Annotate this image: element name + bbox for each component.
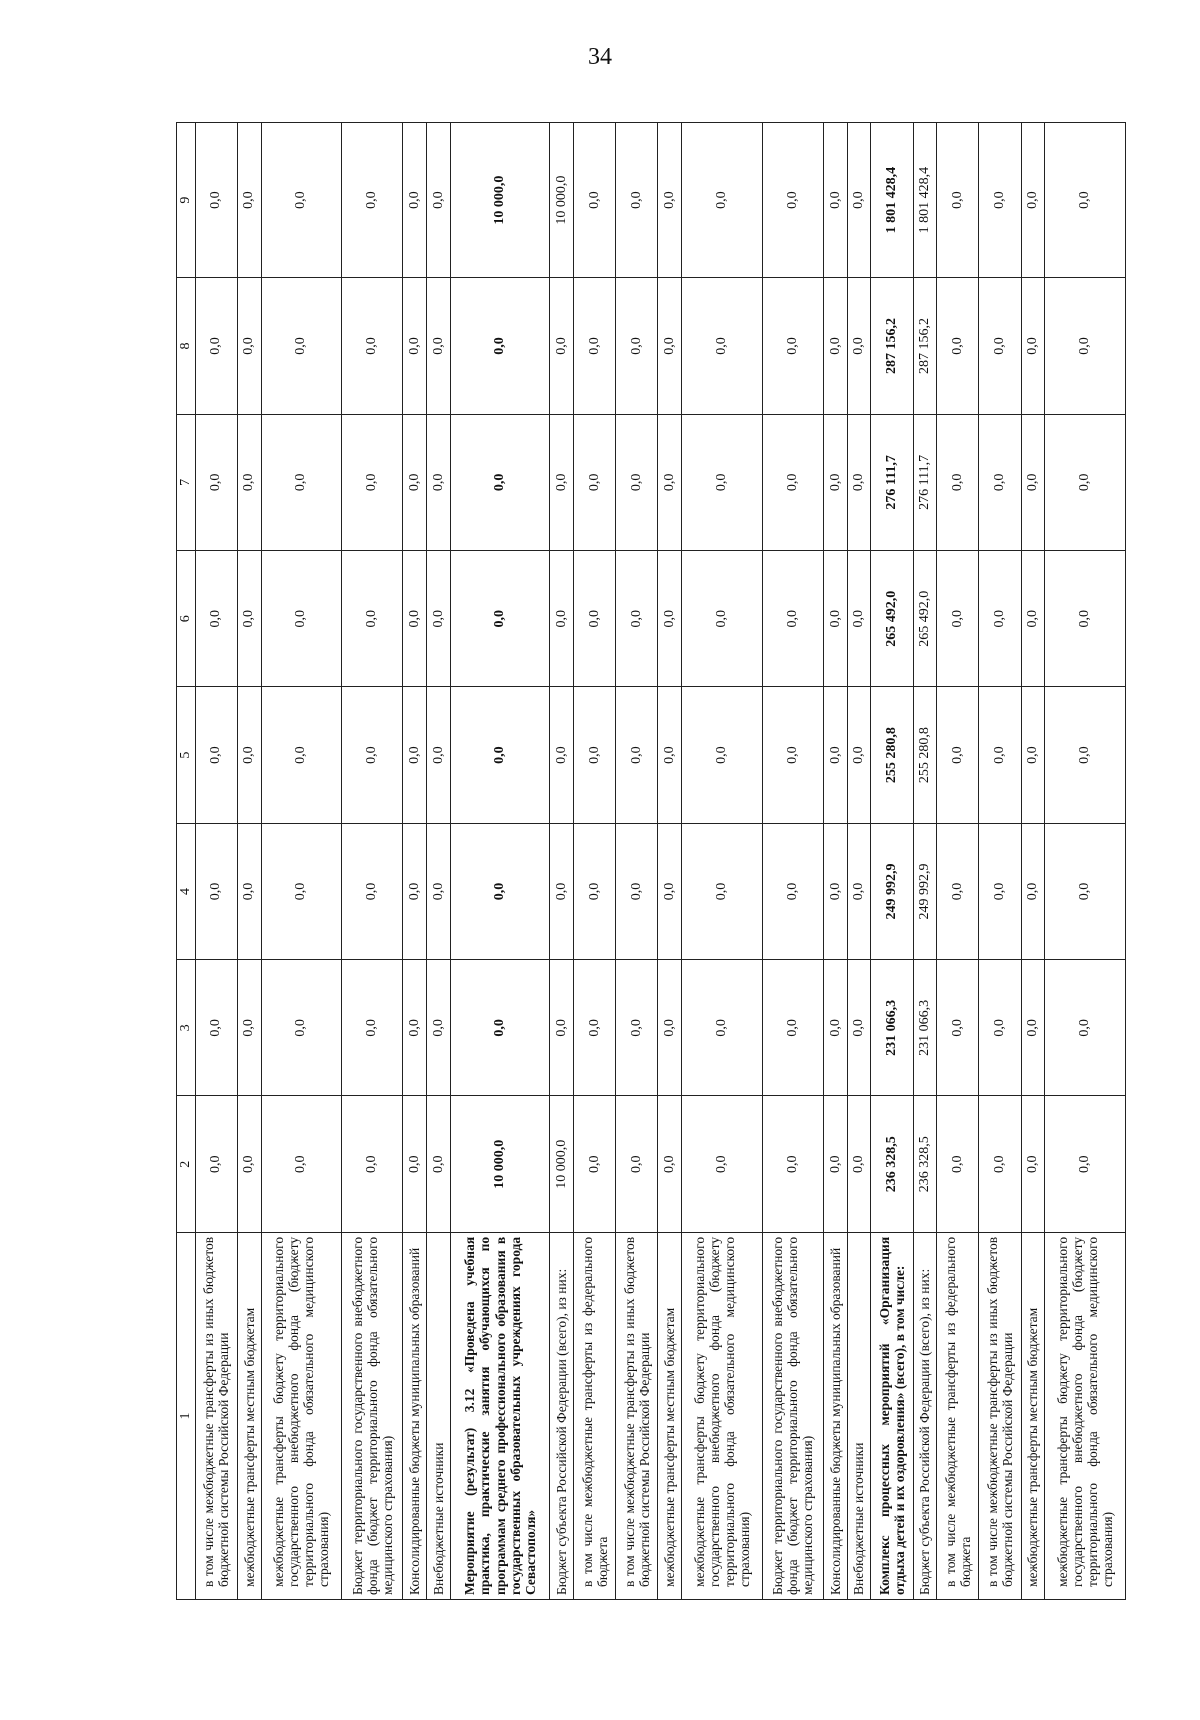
row-value: 265 492,0: [871, 551, 913, 687]
row-label: межбюджетные трансферты бюджету территориального государственного внебюджетного фонда (бюджету территориального фонда обязательного медицинского страхования): [1045, 1232, 1126, 1599]
table-row: [979, 123, 1021, 1600]
row-value: 0,0: [937, 960, 979, 1096]
row-label: межбюджетные трансферты местным бюджетам: [237, 1232, 261, 1599]
row-value: 0,0: [261, 278, 342, 414]
row-value: 0,0: [682, 823, 763, 959]
table-row: [913, 123, 937, 1600]
row-label: в том числе межбюджетные трансферты из иных бюджетов бюджетной системы Российской Федерации: [616, 1232, 658, 1599]
row-value: 0,0: [762, 1096, 823, 1232]
row-label: Внебюджетные источники: [847, 1232, 871, 1599]
row-value: 0,0: [195, 414, 237, 550]
row-value: 0,0: [427, 960, 451, 1096]
row-value: 0,0: [237, 123, 261, 278]
row-value: 255 280,8: [871, 687, 913, 823]
row-value: 0,0: [195, 687, 237, 823]
table-row: [450, 123, 550, 1600]
row-value: 0,0: [574, 687, 616, 823]
row-value: 1 801 428,4: [913, 123, 937, 278]
row-label: Консолидированные бюджеты муниципальных образований: [403, 1232, 427, 1599]
table-row: [1021, 123, 1045, 1600]
row-value: 0,0: [847, 551, 871, 687]
row-label: в том числе межбюджетные трансферты из иных бюджетов бюджетной системы Российской Федерации: [979, 1232, 1021, 1599]
row-label: Комплекс процессных мероприятий «Организация отдыха детей и их оздоровления» (всего), в том числе:: [871, 1232, 913, 1599]
row-value: 231 066,3: [913, 960, 937, 1096]
row-value: 0,0: [682, 687, 763, 823]
row-value: 0,0: [237, 687, 261, 823]
table-row: [847, 123, 871, 1600]
row-value: 0,0: [762, 414, 823, 550]
row-value: 0,0: [682, 414, 763, 550]
row-value: 0,0: [682, 960, 763, 1096]
rotated-table-wrapper: [176, 122, 1126, 1600]
row-value: 0,0: [824, 960, 848, 1096]
table-body: [195, 123, 1125, 1600]
column-header-7: 7: [177, 414, 196, 550]
table-row: [658, 123, 682, 1600]
row-value: 0,0: [658, 823, 682, 959]
row-value: 0,0: [762, 687, 823, 823]
row-value: 0,0: [658, 687, 682, 823]
row-value: 0,0: [937, 687, 979, 823]
row-value: 0,0: [427, 687, 451, 823]
row-value: 0,0: [762, 551, 823, 687]
row-value: 276 111,7: [871, 414, 913, 550]
row-value: 0,0: [847, 414, 871, 550]
row-value: 0,0: [1021, 551, 1045, 687]
row-value: 0,0: [1021, 414, 1045, 550]
row-value: 0,0: [1045, 123, 1126, 278]
row-value: 0,0: [574, 123, 616, 278]
row-label: межбюджетные трансферты местным бюджетам: [658, 1232, 682, 1599]
row-value: 0,0: [550, 687, 574, 823]
row-value: 0,0: [450, 687, 550, 823]
table-row: [261, 123, 342, 1600]
row-value: 0,0: [342, 414, 403, 550]
row-value: 0,0: [979, 960, 1021, 1096]
row-value: 0,0: [342, 1096, 403, 1232]
row-value: 0,0: [658, 1096, 682, 1232]
row-value: 0,0: [824, 1096, 848, 1232]
row-value: 0,0: [682, 1096, 763, 1232]
row-value: 0,0: [937, 1096, 979, 1232]
row-value: 0,0: [658, 278, 682, 414]
row-value: 236 328,5: [913, 1096, 937, 1232]
row-value: 236 328,5: [871, 1096, 913, 1232]
table-row: [237, 123, 261, 1600]
row-value: 10 000,0: [550, 1096, 574, 1232]
column-header-4: 4: [177, 823, 196, 959]
row-value: 0,0: [1045, 551, 1126, 687]
budget-table: [176, 122, 1126, 1600]
row-value: 249 992,9: [871, 823, 913, 959]
row-value: 0,0: [342, 687, 403, 823]
row-value: 0,0: [427, 278, 451, 414]
column-header-2: 2: [177, 1096, 196, 1232]
row-value: 0,0: [450, 551, 550, 687]
row-value: 0,0: [342, 551, 403, 687]
row-label: Бюджет субъекта Российской Федерации (всего), из них:: [913, 1232, 937, 1599]
row-value: 0,0: [427, 414, 451, 550]
row-value: 287 156,2: [913, 278, 937, 414]
row-value: 0,0: [403, 823, 427, 959]
row-value: 255 280,8: [913, 687, 937, 823]
row-value: 0,0: [1021, 823, 1045, 959]
table-row: [616, 123, 658, 1600]
table-row: [195, 123, 237, 1600]
row-value: 0,0: [847, 278, 871, 414]
row-value: 0,0: [574, 823, 616, 959]
row-value: 0,0: [937, 414, 979, 550]
row-value: 10 000,0: [550, 123, 574, 278]
table-row: [824, 123, 848, 1600]
row-value: 0,0: [937, 823, 979, 959]
row-value: 0,0: [682, 123, 763, 278]
table-row: [574, 123, 616, 1600]
table-row: [762, 123, 823, 1600]
row-value: 0,0: [824, 551, 848, 687]
table-row: [937, 123, 979, 1600]
row-value: 0,0: [550, 278, 574, 414]
row-value: 0,0: [762, 960, 823, 1096]
row-value: 0,0: [237, 414, 261, 550]
row-value: 1 801 428,4: [871, 123, 913, 278]
row-value: 0,0: [261, 687, 342, 823]
row-value: 0,0: [847, 960, 871, 1096]
table-row: [403, 123, 427, 1600]
row-value: 0,0: [979, 687, 1021, 823]
table-row: [1045, 123, 1126, 1600]
row-value: 0,0: [979, 551, 1021, 687]
row-value: 0,0: [1045, 278, 1126, 414]
column-header-1: 1: [177, 1232, 196, 1599]
row-value: 0,0: [847, 123, 871, 278]
row-value: 0,0: [403, 687, 427, 823]
row-value: 0,0: [824, 687, 848, 823]
row-value: 0,0: [979, 414, 1021, 550]
row-value: 0,0: [574, 551, 616, 687]
row-value: 0,0: [682, 278, 763, 414]
row-value: 0,0: [1045, 687, 1126, 823]
row-value: 0,0: [616, 1096, 658, 1232]
row-value: 0,0: [1021, 687, 1045, 823]
row-value: 0,0: [616, 823, 658, 959]
row-value: 0,0: [824, 123, 848, 278]
row-value: 0,0: [550, 823, 574, 959]
row-label: Бюджет территориального государственного внебюджетного фонда (бюджет территориального фонда обязательного медицинского страхования): [762, 1232, 823, 1599]
table-row: [550, 123, 574, 1600]
row-value: 0,0: [979, 1096, 1021, 1232]
row-value: 0,0: [616, 960, 658, 1096]
row-value: 0,0: [195, 123, 237, 278]
column-header-6: 6: [177, 551, 196, 687]
row-value: 287 156,2: [871, 278, 913, 414]
row-value: 0,0: [574, 414, 616, 550]
row-value: 0,0: [1021, 1096, 1045, 1232]
row-value: 0,0: [937, 278, 979, 414]
row-value: 0,0: [261, 123, 342, 278]
table-header-row: [177, 123, 196, 1600]
row-value: 0,0: [658, 551, 682, 687]
table-row: [427, 123, 451, 1600]
row-value: 0,0: [979, 823, 1021, 959]
row-value: 10 000,0: [450, 1096, 550, 1232]
row-value: 0,0: [450, 278, 550, 414]
page-number: 34: [588, 44, 612, 70]
row-value: 0,0: [616, 278, 658, 414]
row-value: 0,0: [237, 960, 261, 1096]
row-value: 0,0: [550, 960, 574, 1096]
row-label: Консолидированные бюджеты муниципальных образований: [824, 1232, 848, 1599]
row-value: 0,0: [1021, 123, 1045, 278]
row-value: 0,0: [550, 551, 574, 687]
row-value: 10 000,0: [450, 123, 550, 278]
row-value: 0,0: [847, 687, 871, 823]
row-label: Бюджет территориального государственного внебюджетного фонда (бюджет территориального фонда обязательного медицинского страхования): [342, 1232, 403, 1599]
row-value: 0,0: [403, 551, 427, 687]
row-value: 0,0: [342, 278, 403, 414]
row-value: 0,0: [979, 278, 1021, 414]
row-value: 0,0: [658, 960, 682, 1096]
table-row: [682, 123, 763, 1600]
row-value: 0,0: [403, 1096, 427, 1232]
row-value: 0,0: [427, 823, 451, 959]
row-value: 0,0: [762, 278, 823, 414]
row-value: 0,0: [195, 1096, 237, 1232]
row-value: 0,0: [1021, 960, 1045, 1096]
row-value: 0,0: [237, 823, 261, 959]
row-value: 265 492,0: [913, 551, 937, 687]
row-value: 249 992,9: [913, 823, 937, 959]
row-value: 231 066,3: [871, 960, 913, 1096]
row-value: 0,0: [937, 123, 979, 278]
row-value: 0,0: [550, 414, 574, 550]
row-value: 0,0: [616, 687, 658, 823]
row-value: 0,0: [427, 123, 451, 278]
row-label: Бюджет субъекта Российской Федерации (всего), из них:: [550, 1232, 574, 1599]
row-value: 0,0: [195, 278, 237, 414]
row-value: 0,0: [403, 123, 427, 278]
row-value: 0,0: [237, 551, 261, 687]
row-value: 0,0: [1021, 278, 1045, 414]
row-value: 0,0: [261, 823, 342, 959]
row-value: 0,0: [427, 1096, 451, 1232]
row-value: 0,0: [261, 414, 342, 550]
row-value: 0,0: [979, 123, 1021, 278]
row-label: в том числе межбюджетные трансферты из федерального бюджета: [574, 1232, 616, 1599]
row-value: 0,0: [261, 1096, 342, 1232]
row-label: Мероприятие (результат) 3.12 «Проведена учебная практика, практические занятия обучающихся по программам среднего профессионального образования в государственных образовательных учреждениях города Севастополя»: [450, 1232, 550, 1599]
row-value: 0,0: [1045, 414, 1126, 550]
row-value: 0,0: [847, 1096, 871, 1232]
row-value: 0,0: [616, 414, 658, 550]
row-label: Внебюджетные источники: [427, 1232, 451, 1599]
row-value: 0,0: [342, 823, 403, 959]
row-value: 0,0: [616, 123, 658, 278]
row-value: 0,0: [937, 551, 979, 687]
column-header-3: 3: [177, 960, 196, 1096]
column-header-5: 5: [177, 687, 196, 823]
row-value: 0,0: [427, 551, 451, 687]
row-value: 0,0: [762, 823, 823, 959]
row-value: 0,0: [342, 960, 403, 1096]
row-value: 0,0: [237, 278, 261, 414]
row-label: в том числе межбюджетные трансферты из федерального бюджета: [937, 1232, 979, 1599]
row-value: 0,0: [403, 960, 427, 1096]
row-value: 0,0: [824, 414, 848, 550]
row-value: 0,0: [658, 123, 682, 278]
row-value: 0,0: [342, 123, 403, 278]
row-value: 0,0: [195, 960, 237, 1096]
row-value: 0,0: [574, 278, 616, 414]
row-value: 0,0: [574, 960, 616, 1096]
row-value: 276 111,7: [913, 414, 937, 550]
row-label: межбюджетные трансферты местным бюджетам: [1021, 1232, 1045, 1599]
row-value: 0,0: [450, 414, 550, 550]
row-value: 0,0: [658, 414, 682, 550]
row-value: 0,0: [1045, 823, 1126, 959]
table-row: [871, 123, 913, 1600]
row-label: межбюджетные трансферты бюджету территориального государственного внебюджетного фонда (бюджету территориального фонда обязательного медицинского страхования): [682, 1232, 763, 1599]
row-value: 0,0: [237, 1096, 261, 1232]
row-value: 0,0: [450, 823, 550, 959]
row-value: 0,0: [261, 551, 342, 687]
row-value: 0,0: [574, 1096, 616, 1232]
row-value: 0,0: [1045, 960, 1126, 1096]
row-value: 0,0: [261, 960, 342, 1096]
row-value: 0,0: [403, 414, 427, 550]
row-value: 0,0: [762, 123, 823, 278]
row-value: 0,0: [824, 823, 848, 959]
row-value: 0,0: [824, 278, 848, 414]
row-label: в том числе межбюджетные трансферты из иных бюджетов бюджетной системы Российской Федерации: [195, 1232, 237, 1599]
row-value: 0,0: [1045, 1096, 1126, 1232]
column-header-9: 9: [177, 123, 196, 278]
row-value: 0,0: [450, 960, 550, 1096]
table-row: [342, 123, 403, 1600]
row-value: 0,0: [195, 823, 237, 959]
row-value: 0,0: [616, 551, 658, 687]
row-value: 0,0: [403, 278, 427, 414]
column-header-8: 8: [177, 278, 196, 414]
row-value: 0,0: [195, 551, 237, 687]
row-label: межбюджетные трансферты бюджету территориального государственного внебюджетного фонда (бюджету территориального фонда обязательного медицинского страхования): [261, 1232, 342, 1599]
row-value: 0,0: [682, 551, 763, 687]
row-value: 0,0: [847, 823, 871, 959]
